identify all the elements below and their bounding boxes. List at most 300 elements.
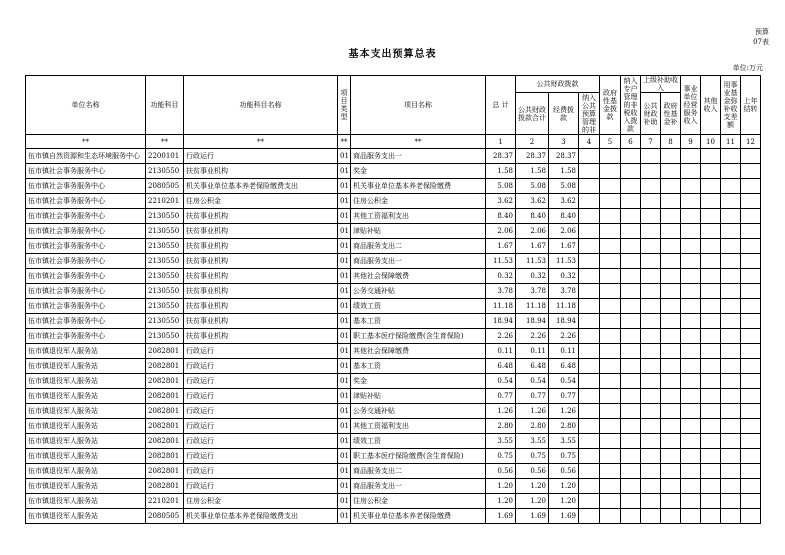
unit-name-cell: 伍市镇社会事务服务中心 xyxy=(26,269,146,284)
total-cell: 0.32 xyxy=(486,269,516,284)
empty-cell xyxy=(681,389,701,404)
empty-cell xyxy=(641,509,661,524)
empty-cell xyxy=(579,479,600,494)
fee-funding-cell: 5.08 xyxy=(549,179,579,194)
empty-cell xyxy=(579,209,600,224)
item-name-cell: 津贴补贴 xyxy=(351,224,486,239)
empty-cell xyxy=(701,179,721,194)
empty-cell xyxy=(579,179,600,194)
item-type-cell: 01 xyxy=(338,449,351,464)
empty-cell xyxy=(621,299,641,314)
unit-name-cell: 伍市镇退役军人服务站 xyxy=(26,509,146,524)
empty-cell xyxy=(681,149,701,164)
empty-cell xyxy=(721,359,741,374)
empty-cell xyxy=(721,449,741,464)
empty-cell xyxy=(600,494,621,509)
col-number: 4 xyxy=(579,135,600,149)
unit-name-cell: 伍市镇社会事务服务中心 xyxy=(26,164,146,179)
func-name-cell: 扶贫事业机构 xyxy=(184,254,338,269)
func-code-cell: 2082801 xyxy=(146,479,184,494)
empty-cell xyxy=(741,434,761,449)
item-type-cell: 01 xyxy=(338,419,351,434)
table-row xyxy=(26,329,761,344)
table-body xyxy=(26,149,761,524)
func-name-cell: 扶贫事业机构 xyxy=(184,299,338,314)
empty-cell xyxy=(681,329,701,344)
header-superior-gov-fund: 政府性基金补 xyxy=(661,93,681,135)
empty-cell xyxy=(641,239,661,254)
empty-cell xyxy=(701,344,721,359)
fee-funding-cell: 0.11 xyxy=(549,344,579,359)
empty-cell xyxy=(579,509,600,524)
total-cell: 3.78 xyxy=(486,284,516,299)
unit-name-cell: 伍市镇社会事务服务中心 xyxy=(26,239,146,254)
empty-cell xyxy=(600,479,621,494)
empty-cell xyxy=(701,269,721,284)
item-type-cell: 01 xyxy=(338,269,351,284)
fee-funding-cell: 3.78 xyxy=(549,284,579,299)
table-row xyxy=(26,404,761,419)
item-name-cell: 奖金 xyxy=(351,164,486,179)
empty-cell xyxy=(621,179,641,194)
empty-cell xyxy=(579,449,600,464)
fee-funding-cell: 3.62 xyxy=(549,194,579,209)
empty-cell xyxy=(741,254,761,269)
func-code-cell: 2082801 xyxy=(146,404,184,419)
func-code-cell: 2130550 xyxy=(146,239,184,254)
item-type-cell: 01 xyxy=(338,404,351,419)
table-row xyxy=(26,449,761,464)
empty-cell xyxy=(681,419,701,434)
empty-cell xyxy=(681,344,701,359)
empty-cell xyxy=(621,479,641,494)
total-cell: 0.77 xyxy=(486,389,516,404)
public-finance-total-cell: 0.54 xyxy=(516,374,549,389)
empty-cell xyxy=(741,269,761,284)
public-finance-total-cell: 1.26 xyxy=(516,404,549,419)
empty-cell xyxy=(721,164,741,179)
empty-cell xyxy=(641,374,661,389)
empty-cell xyxy=(741,404,761,419)
func-code-cell: 2210201 xyxy=(146,194,184,209)
empty-cell xyxy=(621,284,641,299)
total-cell: 0.75 xyxy=(486,449,516,464)
empty-cell xyxy=(701,359,721,374)
empty-cell xyxy=(721,494,741,509)
public-finance-total-cell: 11.18 xyxy=(516,299,549,314)
header-business-income: 事业单位经营服务收入 xyxy=(681,76,701,135)
empty-cell xyxy=(701,389,721,404)
empty-cell xyxy=(641,254,661,269)
func-name-cell: 行政运行 xyxy=(184,404,338,419)
empty-cell xyxy=(621,419,641,434)
empty-cell xyxy=(741,419,761,434)
header-item-name: 项目名称 xyxy=(351,76,486,135)
item-type-cell: 01 xyxy=(338,329,351,344)
func-name-cell: 扶贫事业机构 xyxy=(184,224,338,239)
unit-label: 单位:万元 xyxy=(732,64,763,72)
table-row xyxy=(26,224,761,239)
empty-cell xyxy=(600,149,621,164)
item-type-cell: 01 xyxy=(338,434,351,449)
empty-cell xyxy=(741,209,761,224)
empty-cell xyxy=(681,239,701,254)
empty-cell xyxy=(661,209,681,224)
func-name-cell: 机关事业单位基本养老保险缴费支出 xyxy=(184,179,338,194)
empty-cell xyxy=(661,434,681,449)
empty-cell xyxy=(661,494,681,509)
item-name-cell: 住房公积金 xyxy=(351,494,486,509)
table-row xyxy=(26,389,761,404)
fee-funding-cell: 0.56 xyxy=(549,464,579,479)
empty-cell xyxy=(641,494,661,509)
col-number: 1 xyxy=(486,135,516,149)
table-row xyxy=(26,269,761,284)
func-name-cell: 扶贫事业机构 xyxy=(184,239,338,254)
empty-cell xyxy=(701,374,721,389)
empty-cell xyxy=(600,329,621,344)
empty-cell xyxy=(641,329,661,344)
empty-cell xyxy=(621,464,641,479)
empty-cell xyxy=(600,419,621,434)
func-name-cell: 扶贫事业机构 xyxy=(184,209,338,224)
empty-cell xyxy=(579,374,600,389)
empty-cell xyxy=(579,434,600,449)
col-number: 7 xyxy=(641,135,661,149)
func-code-cell: 2080505 xyxy=(146,179,184,194)
empty-cell xyxy=(579,464,600,479)
fee-funding-cell: 2.80 xyxy=(549,419,579,434)
unit-name-cell: 伍市镇社会事务服务中心 xyxy=(26,299,146,314)
empty-cell xyxy=(721,404,741,419)
func-code-cell: 2200101 xyxy=(146,149,184,164)
empty-cell xyxy=(681,374,701,389)
col-number: 5 xyxy=(600,135,621,149)
public-finance-total-cell: 1.20 xyxy=(516,479,549,494)
header-fee-funding: 经费拨款 xyxy=(549,93,579,135)
table-row xyxy=(26,164,761,179)
empty-cell xyxy=(701,494,721,509)
empty-cell xyxy=(661,359,681,374)
public-finance-total-cell: 18.94 xyxy=(516,314,549,329)
empty-cell xyxy=(641,194,661,209)
empty-cell xyxy=(600,434,621,449)
empty-cell xyxy=(600,374,621,389)
table-row xyxy=(26,359,761,374)
public-finance-total-cell: 3.78 xyxy=(516,284,549,299)
func-name-cell: 扶贫事业机构 xyxy=(184,329,338,344)
func-code-cell: 2082801 xyxy=(146,434,184,449)
empty-cell xyxy=(621,494,641,509)
item-name-cell: 商品服务支出一 xyxy=(351,254,486,269)
empty-cell xyxy=(621,194,641,209)
empty-cell xyxy=(681,479,701,494)
empty-cell xyxy=(721,269,741,284)
empty-cell xyxy=(621,434,641,449)
func-code-cell: 2082801 xyxy=(146,359,184,374)
empty-cell xyxy=(600,284,621,299)
fee-funding-cell: 2.26 xyxy=(549,329,579,344)
empty-cell xyxy=(721,314,741,329)
empty-cell xyxy=(701,449,721,464)
empty-cell xyxy=(721,344,741,359)
unit-name-cell: 伍市镇社会事务服务中心 xyxy=(26,179,146,194)
header-gov-fund: 政府性基金拨款 xyxy=(600,76,621,135)
empty-cell xyxy=(641,434,661,449)
func-code-cell: 2130550 xyxy=(146,254,184,269)
fee-funding-cell: 1.69 xyxy=(549,509,579,524)
table-row xyxy=(26,344,761,359)
unit-name-cell: 伍市镇社会事务服务中心 xyxy=(26,224,146,239)
func-name-cell: 扶贫事业机构 xyxy=(184,314,338,329)
empty-cell xyxy=(641,149,661,164)
empty-cell xyxy=(661,239,681,254)
empty-cell xyxy=(681,494,701,509)
empty-cell xyxy=(661,464,681,479)
public-finance-total-cell: 0.75 xyxy=(516,449,549,464)
item-type-cell: 01 xyxy=(338,194,351,209)
empty-cell xyxy=(741,359,761,374)
corner-line-2: 07表 xyxy=(753,38,769,46)
item-name-cell: 其他社会保障缴费 xyxy=(351,269,486,284)
table-row xyxy=(26,209,761,224)
empty-cell xyxy=(600,344,621,359)
empty-cell xyxy=(661,389,681,404)
empty-cell xyxy=(681,209,701,224)
item-name-cell: 住房公积金 xyxy=(351,194,486,209)
empty-cell xyxy=(741,389,761,404)
table-row xyxy=(26,239,761,254)
empty-cell xyxy=(579,389,600,404)
item-name-cell: 基本工资 xyxy=(351,314,486,329)
unit-name-cell: 伍市镇社会事务服务中心 xyxy=(26,194,146,209)
total-cell: 1.26 xyxy=(486,404,516,419)
empty-cell xyxy=(661,179,681,194)
empty-cell xyxy=(681,299,701,314)
public-finance-total-cell: 1.69 xyxy=(516,509,549,524)
public-finance-total-cell: 3.62 xyxy=(516,194,549,209)
header-unit-name: 单位名称 xyxy=(26,76,146,135)
empty-cell xyxy=(741,164,761,179)
empty-cell xyxy=(701,254,721,269)
empty-cell xyxy=(579,194,600,209)
empty-cell xyxy=(579,149,600,164)
header-budget-managed: 纳入公共预算管理的非 xyxy=(579,93,600,135)
empty-cell xyxy=(641,389,661,404)
fee-funding-cell: 0.54 xyxy=(549,374,579,389)
empty-cell xyxy=(721,389,741,404)
empty-cell xyxy=(600,254,621,269)
star-cell: ** xyxy=(26,135,146,149)
empty-cell xyxy=(701,434,721,449)
unit-name-cell: 伍市镇退役军人服务站 xyxy=(26,479,146,494)
table-row xyxy=(26,419,761,434)
func-code-cell: 2082801 xyxy=(146,389,184,404)
func-code-cell: 2210201 xyxy=(146,494,184,509)
empty-cell xyxy=(681,269,701,284)
empty-cell xyxy=(701,329,721,344)
total-cell: 1.69 xyxy=(486,509,516,524)
empty-cell xyxy=(681,509,701,524)
header-total: 总 计 xyxy=(486,76,516,135)
total-cell: 28.37 xyxy=(486,149,516,164)
item-type-cell: 01 xyxy=(338,389,351,404)
empty-cell xyxy=(641,344,661,359)
total-cell: 3.62 xyxy=(486,194,516,209)
func-code-cell: 2130550 xyxy=(146,329,184,344)
item-name-cell: 其他工资福利支出 xyxy=(351,209,486,224)
header-fund-gap: 用事业基金弥补收支差额 xyxy=(721,76,741,135)
empty-cell xyxy=(681,404,701,419)
item-name-cell: 商品服务支出二 xyxy=(351,464,486,479)
item-type-cell: 01 xyxy=(338,149,351,164)
page-title: 基本支出预算总表 xyxy=(348,49,437,60)
empty-cell xyxy=(701,464,721,479)
empty-cell xyxy=(681,314,701,329)
total-cell: 0.11 xyxy=(486,344,516,359)
empty-cell xyxy=(721,434,741,449)
empty-cell xyxy=(579,314,600,329)
empty-cell xyxy=(600,299,621,314)
empty-cell xyxy=(701,299,721,314)
item-name-cell: 其他社会保障缴费 xyxy=(351,344,486,359)
empty-cell xyxy=(681,164,701,179)
total-cell: 0.56 xyxy=(486,464,516,479)
header-other-income: 其他收入 xyxy=(701,76,721,135)
empty-cell xyxy=(621,509,641,524)
func-code-cell: 2130550 xyxy=(146,224,184,239)
table-row xyxy=(26,179,761,194)
empty-cell xyxy=(621,449,641,464)
empty-cell xyxy=(661,479,681,494)
item-type-cell: 01 xyxy=(338,224,351,239)
header-special-nontax: 纳入专户管理的非税收入拨款 xyxy=(621,76,641,135)
total-cell: 1.20 xyxy=(486,479,516,494)
fee-funding-cell: 2.06 xyxy=(549,224,579,239)
empty-cell xyxy=(641,179,661,194)
unit-name-cell: 伍市镇退役军人服务站 xyxy=(26,434,146,449)
empty-cell xyxy=(579,299,600,314)
empty-cell xyxy=(741,194,761,209)
table-row xyxy=(26,254,761,269)
empty-cell xyxy=(661,314,681,329)
empty-cell xyxy=(641,419,661,434)
empty-cell xyxy=(701,224,721,239)
item-name-cell: 绩效工资 xyxy=(351,434,486,449)
fee-funding-cell: 3.55 xyxy=(549,434,579,449)
item-type-cell: 01 xyxy=(338,494,351,509)
item-name-cell: 商品服务支出二 xyxy=(351,239,486,254)
empty-cell xyxy=(641,224,661,239)
empty-cell xyxy=(600,464,621,479)
table-row xyxy=(26,509,761,524)
public-finance-total-cell: 2.06 xyxy=(516,224,549,239)
item-type-cell: 01 xyxy=(338,209,351,224)
empty-cell xyxy=(661,224,681,239)
fee-funding-cell: 28.37 xyxy=(549,149,579,164)
empty-cell xyxy=(741,449,761,464)
func-code-cell: 2080505 xyxy=(146,509,184,524)
empty-cell xyxy=(701,479,721,494)
unit-name-cell: 伍市镇社会事务服务中心 xyxy=(26,254,146,269)
empty-cell xyxy=(721,509,741,524)
empty-cell xyxy=(701,314,721,329)
empty-cell xyxy=(741,479,761,494)
empty-cell xyxy=(579,329,600,344)
col-number: 8 xyxy=(661,135,681,149)
header-superior-subsidy: 上级补助收入 xyxy=(641,76,681,93)
func-name-cell: 行政运行 xyxy=(184,359,338,374)
empty-cell xyxy=(621,254,641,269)
empty-cell xyxy=(600,359,621,374)
empty-cell xyxy=(681,194,701,209)
total-cell: 1.67 xyxy=(486,239,516,254)
public-finance-total-cell: 0.11 xyxy=(516,344,549,359)
empty-cell xyxy=(721,284,741,299)
empty-cell xyxy=(661,269,681,284)
func-name-cell: 行政运行 xyxy=(184,344,338,359)
func-name-cell: 行政运行 xyxy=(184,419,338,434)
func-name-cell: 扶贫事业机构 xyxy=(184,164,338,179)
star-cell: ** xyxy=(146,135,184,149)
empty-cell xyxy=(579,224,600,239)
unit-name-cell: 伍市镇社会事务服务中心 xyxy=(26,284,146,299)
total-cell: 5.08 xyxy=(486,179,516,194)
func-name-cell: 行政运行 xyxy=(184,149,338,164)
empty-cell xyxy=(701,194,721,209)
table-row xyxy=(26,194,761,209)
empty-cell xyxy=(681,359,701,374)
item-name-cell: 基本工资 xyxy=(351,359,486,374)
func-name-cell: 住房公积金 xyxy=(184,194,338,209)
empty-cell xyxy=(721,239,741,254)
empty-cell xyxy=(741,284,761,299)
empty-cell xyxy=(741,329,761,344)
col-number: 12 xyxy=(741,135,761,149)
empty-cell xyxy=(741,374,761,389)
unit-name-cell: 伍市镇社会事务服务中心 xyxy=(26,314,146,329)
item-name-cell: 公务交通补贴 xyxy=(351,404,486,419)
empty-cell xyxy=(600,269,621,284)
item-name-cell: 职工基本医疗保险缴费(含生育保险) xyxy=(351,449,486,464)
table-row xyxy=(26,284,761,299)
table-row xyxy=(26,314,761,329)
empty-cell xyxy=(741,239,761,254)
empty-cell xyxy=(661,449,681,464)
total-cell: 0.54 xyxy=(486,374,516,389)
item-type-cell: 01 xyxy=(338,164,351,179)
empty-cell xyxy=(641,314,661,329)
col-number: 10 xyxy=(701,135,721,149)
total-cell: 1.58 xyxy=(486,164,516,179)
empty-cell xyxy=(721,194,741,209)
empty-cell xyxy=(701,509,721,524)
fee-funding-cell: 8.40 xyxy=(549,209,579,224)
empty-cell xyxy=(600,194,621,209)
empty-cell xyxy=(741,314,761,329)
corner-line-1: 预算 xyxy=(755,28,769,36)
empty-cell xyxy=(661,164,681,179)
empty-cell xyxy=(621,374,641,389)
item-name-cell: 其他工资福利支出 xyxy=(351,419,486,434)
empty-cell xyxy=(641,449,661,464)
func-code-cell: 2130550 xyxy=(146,314,184,329)
empty-cell xyxy=(600,239,621,254)
item-type-cell: 01 xyxy=(338,359,351,374)
unit-name-cell: 伍市镇社会事务服务中心 xyxy=(26,329,146,344)
table-number-label xyxy=(753,27,769,47)
fee-funding-cell: 1.20 xyxy=(549,494,579,509)
